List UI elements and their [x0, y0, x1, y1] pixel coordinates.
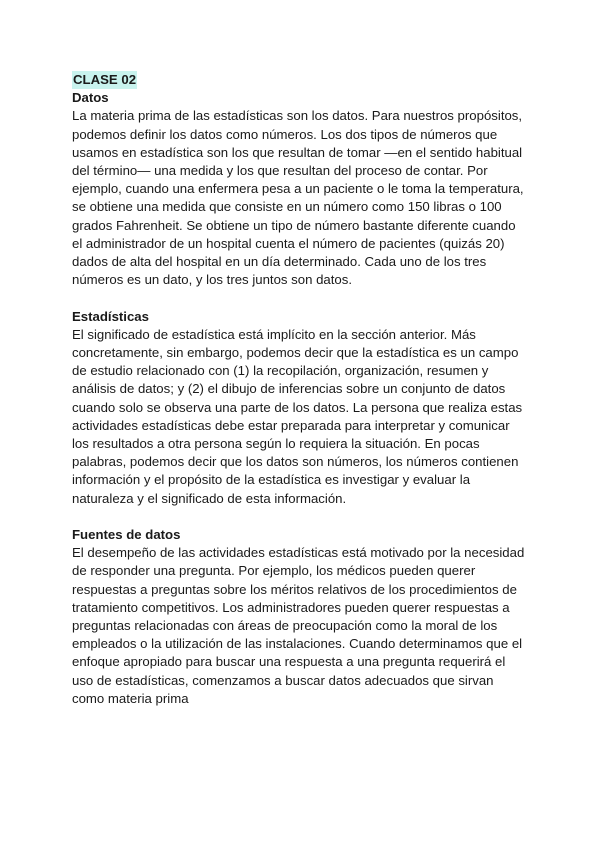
section-paragraph: La materia prima de las estadísticas son los datos. Para nuestros propósitos, podemos definir los datos como números. Los dos tipos de números que usamos en estadística son los que resultan de tomar —en el sentido habitual del término— una medida y los que resultan del proceso de contar. Por ejemplo, cuando una enfermera pesa a un paciente o le toma la temperatura, se obtiene una medida que consiste en un número como 150 libras o 100 grados Fahrenheit. Se obtiene un tipo de número bastante diferente cuando el administrador de un hospital cuenta el número de pacientes (quizás 20) dados de alta del hospital en un día determinado. Cada uno de los tres números es un dato, y los tres juntos son datos. [72, 108, 524, 288]
section-paragraph: El significado de estadística está implícito en la sección anterior. Más concretamente, sin embargo, podemos decir que la estadística es un campo de estudio relacionado con (1) la recopilación, organización, resumen y análisis de datos; y (2) el dibujo de inferencias sobre un conjunto de datos cuando solo se observa una parte de los datos. La persona que realiza estas actividades estadísticas debe estar preparada para interpretar y comunicar los resultados a otra persona según lo requiera la situación. En pocas palabras, podemos decir que los datos son números, los números contienen información y el propósito de la estadística es investigar y evaluar la naturaleza y el significado de esta información. [72, 326, 523, 506]
section-datos [72, 89, 528, 289]
section-paragraph: El desempeño de las actividades estadísticas está motivado por la necesidad de responder una pregunta. Por ejemplo, los médicos pueden querer respuestas a preguntas sobre los méritos relativos de los procedimientos de tratamiento competitivos. Los administradores pueden querer respuestas a preguntas relacionadas con áreas de preocupación como la moral de los empleados o la utilización de las instalaciones. Cuando determinamos que el enfoque apropiado para buscar una respuesta a una pregunta requerirá el uso de estadísticas, comenzamos a buscar datos adecuados que sirvan como materia prima [72, 545, 525, 706]
section-heading: Fuentes de datos [72, 527, 181, 543]
class-label: CLASE 02 [72, 71, 137, 89]
document-body [72, 71, 528, 708]
section-estadisticas [72, 308, 528, 508]
section-heading: Datos [72, 90, 109, 106]
section-heading: Estadísticas [72, 308, 149, 324]
section-fuentes-de-datos [72, 526, 528, 708]
